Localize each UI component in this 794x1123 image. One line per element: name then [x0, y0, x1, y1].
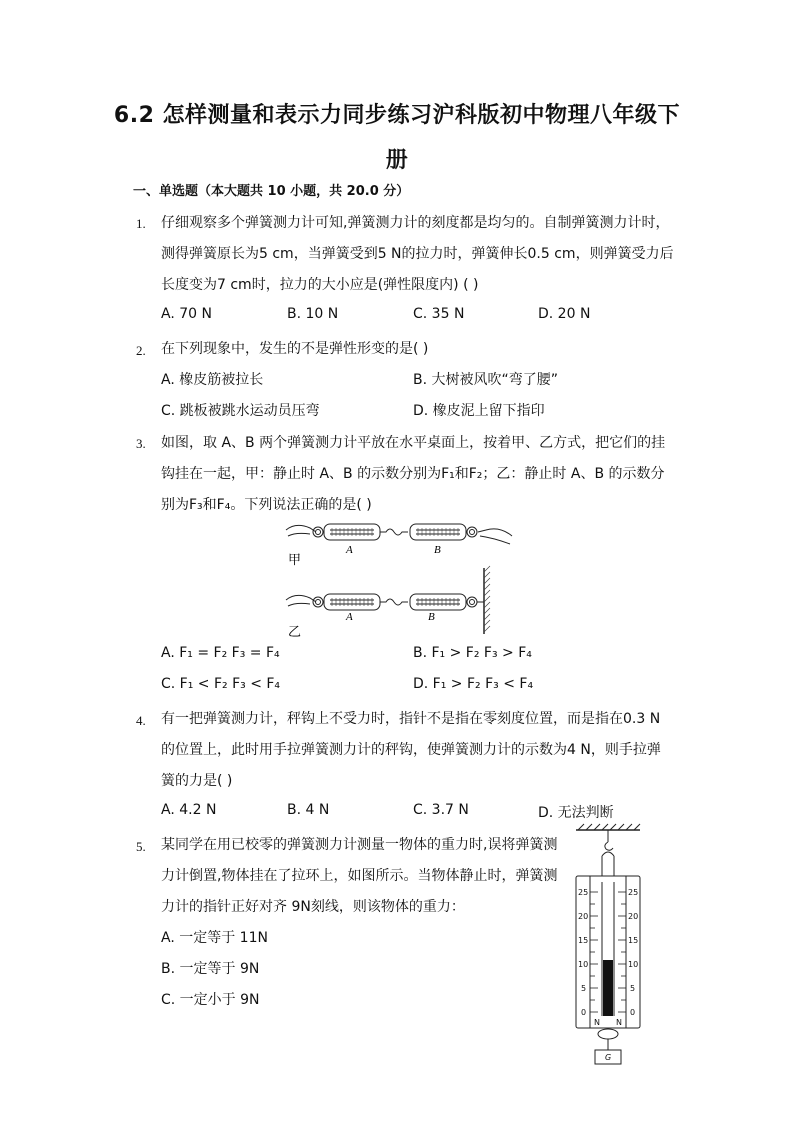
scale-right-20: 20 [628, 912, 639, 921]
question-4-option-b[interactable]: B. 4 N [287, 802, 330, 818]
question-4-option-d[interactable]: D. 无法判断 [538, 805, 614, 821]
question-3-option-c[interactable]: C. F₁ < F₂ F₃ < F₄ [161, 676, 281, 692]
scale-right-15: 15 [628, 936, 639, 945]
question-5-option-a[interactable]: A. 一定等于 11N [161, 930, 268, 946]
scale-left-10: 10 [578, 960, 589, 969]
question-5-option-c[interactable]: C. 一定小于 9N [161, 992, 260, 1008]
question-4-option-a[interactable]: A. 4.2 N [161, 802, 217, 818]
scale-right-25: 25 [628, 888, 639, 897]
question-3-option-b[interactable]: B. F₁ > F₂ F₃ > F₄ [413, 645, 532, 661]
page-title-continued: 册 [385, 148, 409, 173]
question-2-option-c[interactable]: C. 跳板被跳水运动员压弯 [161, 403, 320, 419]
label-b-jia: B [434, 544, 441, 556]
question-1-option-c[interactable]: C. 35 N [413, 306, 465, 322]
question-3-line-2: 钩挂在一起，甲：静止时 A、B 的示数分别为F₁和F₂；乙：静止时 A、B 的示数分 [161, 466, 665, 482]
question-1-line-1: 仔细观察多个弹簧测力计可知,弹簧测力计的刻度都是均匀的。自制弹簧测力计时， [161, 215, 670, 231]
scale-right-0: 0 [630, 1008, 636, 1017]
unit-n-right: N [616, 1018, 622, 1027]
question-5-line-2: 力计倒置,物体挂在了拉环上，如图所示。当物体静止时，弹簧测 [161, 868, 558, 884]
scale-right-5: 5 [630, 984, 636, 993]
question-4-option-c[interactable]: C. 3.7 N [413, 802, 469, 818]
unit-n-left: N [594, 1018, 600, 1027]
label-a-jia: A [346, 544, 353, 556]
question-1-line-3: 长度变为7 cm时，拉力的大小应是(弹性限度内) ( ) [161, 277, 479, 293]
question-4-number: 4. [136, 713, 146, 728]
question-1-option-b[interactable]: B. 10 N [287, 306, 339, 322]
question-3-line-3: 别为F₃和F₄。下列说法正确的是( ) [161, 497, 372, 513]
question-1-number: 1. [136, 216, 146, 231]
question-4-line-3: 簧的力是( ) [161, 773, 233, 789]
scale-left-25: 25 [578, 888, 589, 897]
question-1-line-2: 测得弹簧原长为5 cm，当弹簧受到5 N的拉力时，弹簧伸长0.5 cm，则弹簧受力后 [161, 246, 674, 262]
inverted-spring-scale-figure [568, 820, 648, 1070]
question-3-option-d[interactable]: D. F₁ > F₂ F₃ < F₄ [413, 676, 534, 692]
spring-coil [603, 960, 613, 1016]
setup-jia [286, 524, 512, 544]
question-2-option-a[interactable]: A. 橡皮筋被拉长 [161, 372, 264, 388]
question-5-option-b[interactable]: B. 一定等于 9N [161, 961, 260, 977]
question-2-option-d[interactable]: D. 橡皮泥上留下指印 [413, 403, 545, 419]
label-jia: 甲 [288, 553, 302, 568]
label-a-yi: A [346, 611, 353, 623]
spring-scale-figure [284, 516, 514, 640]
question-1-option-a[interactable]: A. 70 N [161, 306, 212, 322]
scale-right-10: 10 [628, 960, 639, 969]
question-2-option-b[interactable]: B. 大树被风吹“弯了腰” [413, 372, 559, 388]
question-2-number: 2. [136, 343, 146, 358]
question-2-line-1: 在下列现象中，发生的不是弹性形变的是( ) [161, 341, 429, 357]
question-3-option-a[interactable]: A. F₁ = F₂ F₃ = F₄ [161, 645, 280, 661]
question-5-line-1: 某同学在用已校零的弹簧测力计测量一物体的重力时,误将弹簧测 [161, 837, 558, 853]
page-title: 6.2 怎样测量和表示力同步练习沪科版初中物理八年级下 [113, 103, 681, 128]
question-4-line-1: 有一把弹簧测力计，秤钩上不受力时，指针不是指在零刻度位置，而是指在0.3 N [161, 711, 661, 727]
label-yi: 乙 [288, 625, 302, 640]
question-3-number: 3. [136, 436, 146, 451]
scale-left-20: 20 [578, 912, 589, 921]
scale-left-0: 0 [581, 1008, 587, 1017]
question-1-option-d[interactable]: D. 20 N [538, 306, 591, 322]
section-heading: 一、单选题（本大题共 10 小题，共 20.0 分） [133, 184, 410, 199]
weight-label: G [605, 1053, 612, 1062]
scale-left-5: 5 [581, 984, 587, 993]
scale-left-15: 15 [578, 936, 589, 945]
question-3-line-1: 如图，取 A、B 两个弹簧测力计平放在水平桌面上，按着甲、乙方式，把它们的挂 [161, 435, 666, 451]
question-5-number: 5. [136, 839, 146, 854]
question-5-line-3: 力计的指针正好对齐 9N刻线，则该物体的重力： [161, 899, 465, 915]
question-4-line-2: 的位置上，此时用手拉弹簧测力计的秤钩，使弹簧测力计的示数为4 N，则手拉弹 [161, 742, 661, 758]
label-b-yi: B [428, 611, 435, 623]
